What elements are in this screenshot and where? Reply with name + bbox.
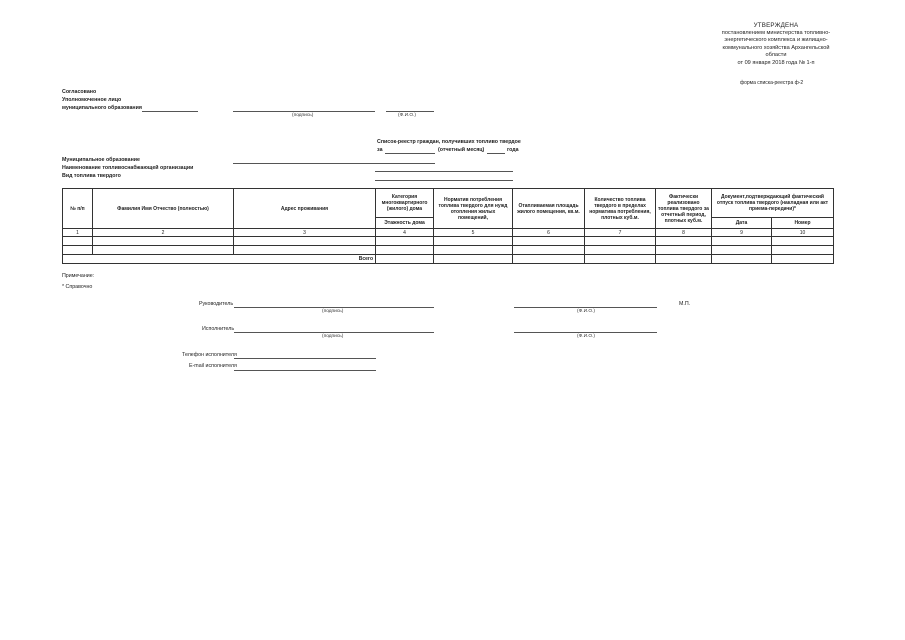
approval-line: от 09 января 2018 года № 1-п xyxy=(737,59,815,66)
fuel-type-label: Вид топлива твердого xyxy=(62,173,121,179)
table-cell xyxy=(234,246,376,255)
column-number: 8 xyxy=(656,229,712,237)
column-number-row xyxy=(63,229,834,237)
table-cell xyxy=(513,246,585,255)
header-actual: Фактически реализовано топлива твердого за отчетный период, плотных куб.м. xyxy=(656,189,712,229)
executor-fio-hint: (Ф.И.О.) xyxy=(577,334,596,339)
table-cell xyxy=(585,246,656,255)
head-fio-line xyxy=(514,307,657,308)
approval-line: коммунального хозяйства Архангельской xyxy=(722,44,830,51)
header-address: Адрес проживания xyxy=(234,189,376,229)
agreement-signature-line xyxy=(233,111,375,112)
phone-line xyxy=(234,358,376,359)
org-name-line xyxy=(375,171,513,172)
header-doc-number: Номер xyxy=(772,218,834,229)
executor-fio-line xyxy=(514,332,657,333)
register-title: Список-реестр граждан, получивших топливо твердое xyxy=(377,139,521,145)
table-cell xyxy=(63,237,93,246)
register-period-suffix: года xyxy=(507,147,519,153)
column-number: 2 xyxy=(93,229,234,237)
column-number: 5 xyxy=(434,229,513,237)
header-norm: Норматив потребления топлива твердого для нужд отопления жилых помещений, xyxy=(434,189,513,229)
table-cell xyxy=(434,255,513,264)
agreement-fio-line xyxy=(386,111,434,112)
org-name-label: Наименование топливоснабжающей организации xyxy=(62,165,194,171)
header-doc: Документ,подтверждающий фактический отпуск топлива твердого (накладная или акт приема-передачи)* xyxy=(712,189,834,218)
header-fio: Фамилия Имя Отчество (полностью) xyxy=(93,189,234,229)
header-category: Категория многоквартирного (жилого) дома xyxy=(376,189,434,218)
authorized-label: Уполномоченное лицо xyxy=(62,97,122,103)
agreed-label: Согласовано xyxy=(62,89,97,95)
municipal-entity-label: Муниципальное образование xyxy=(62,157,140,163)
column-number: 3 xyxy=(234,229,376,237)
table-cell xyxy=(93,237,234,246)
column-number: 6 xyxy=(513,229,585,237)
table-row xyxy=(63,237,834,246)
table-cell xyxy=(376,237,434,246)
register-period-hint: (отчетный месяц) xyxy=(438,147,485,153)
agreement-fio-hint: (Ф.И.О.) xyxy=(398,113,417,118)
approval-line: постановлением министерства топливно- xyxy=(721,29,831,36)
header-num: № п/п xyxy=(63,189,93,229)
fuel-type-line xyxy=(375,180,513,181)
column-number: 4 xyxy=(376,229,434,237)
head-signature-hint: (подпись) xyxy=(322,309,344,314)
column-number: 7 xyxy=(585,229,656,237)
approval-stamp xyxy=(706,22,846,68)
column-number: 1 xyxy=(63,229,93,237)
approval-title: УТВЕРЖДЕНА xyxy=(753,22,799,29)
table-cell xyxy=(513,237,585,246)
header-floors: Этажность дома xyxy=(376,218,434,229)
column-number: 10 xyxy=(772,229,834,237)
table-cell xyxy=(772,237,834,246)
table-cell xyxy=(376,255,434,264)
table-cell xyxy=(772,246,834,255)
table-cell xyxy=(656,237,712,246)
notes-footnote: * Справочно xyxy=(62,284,93,290)
executor-label: Исполнитель xyxy=(202,326,235,332)
header-doc-date: Дата xyxy=(712,218,772,229)
table-cell xyxy=(712,246,772,255)
approval-line: энергетического комплекса и жилищно- xyxy=(724,37,828,44)
header-area: Отапливаемая площадь жилого помещения, кв.м. xyxy=(513,189,585,229)
agreement-signature-hint: (подпись) xyxy=(292,113,314,118)
table-cell xyxy=(585,237,656,246)
register-table xyxy=(62,188,834,264)
table-cell xyxy=(772,255,834,264)
table-cell xyxy=(585,255,656,264)
form-name: форма списка-реестра ф-2 xyxy=(740,80,804,86)
table-cell xyxy=(656,246,712,255)
table-row xyxy=(63,246,834,255)
table-cell xyxy=(376,246,434,255)
register-period-prefix: за xyxy=(377,147,383,153)
column-number: 9 xyxy=(712,229,772,237)
table-cell xyxy=(63,246,93,255)
email-line xyxy=(234,370,376,371)
approval-line: области xyxy=(765,52,787,59)
table-cell xyxy=(712,255,772,264)
municipal-entity-line xyxy=(233,163,435,164)
table-cell xyxy=(656,255,712,264)
municipality-line xyxy=(142,111,198,112)
head-label: Руководитель xyxy=(199,301,234,307)
table-cell xyxy=(513,255,585,264)
notes-title: Примечание: xyxy=(62,273,95,279)
mp-label: М.П. xyxy=(679,301,691,307)
email-label: E-mail исполнителя xyxy=(189,363,237,369)
register-year-line xyxy=(487,153,505,154)
register-period-line xyxy=(385,153,435,154)
phone-label: Телефон исполнителя xyxy=(182,352,237,358)
head-signature-line xyxy=(234,307,434,308)
executor-signature-hint: (подпись) xyxy=(322,334,344,339)
table-cell xyxy=(234,237,376,246)
table-cell xyxy=(434,246,513,255)
table-cell xyxy=(93,246,234,255)
header-qty: Количество топлива твердого в пределах норматива потребления, плотных куб.м. xyxy=(585,189,656,229)
head-fio-hint: (Ф.И.О.) xyxy=(577,309,596,314)
municipality-label: муниципального образования xyxy=(62,105,142,111)
table-cell xyxy=(712,237,772,246)
executor-signature-line xyxy=(234,332,434,333)
table-cell xyxy=(434,237,513,246)
total-label: Всего xyxy=(63,255,376,264)
total-row xyxy=(63,255,834,264)
